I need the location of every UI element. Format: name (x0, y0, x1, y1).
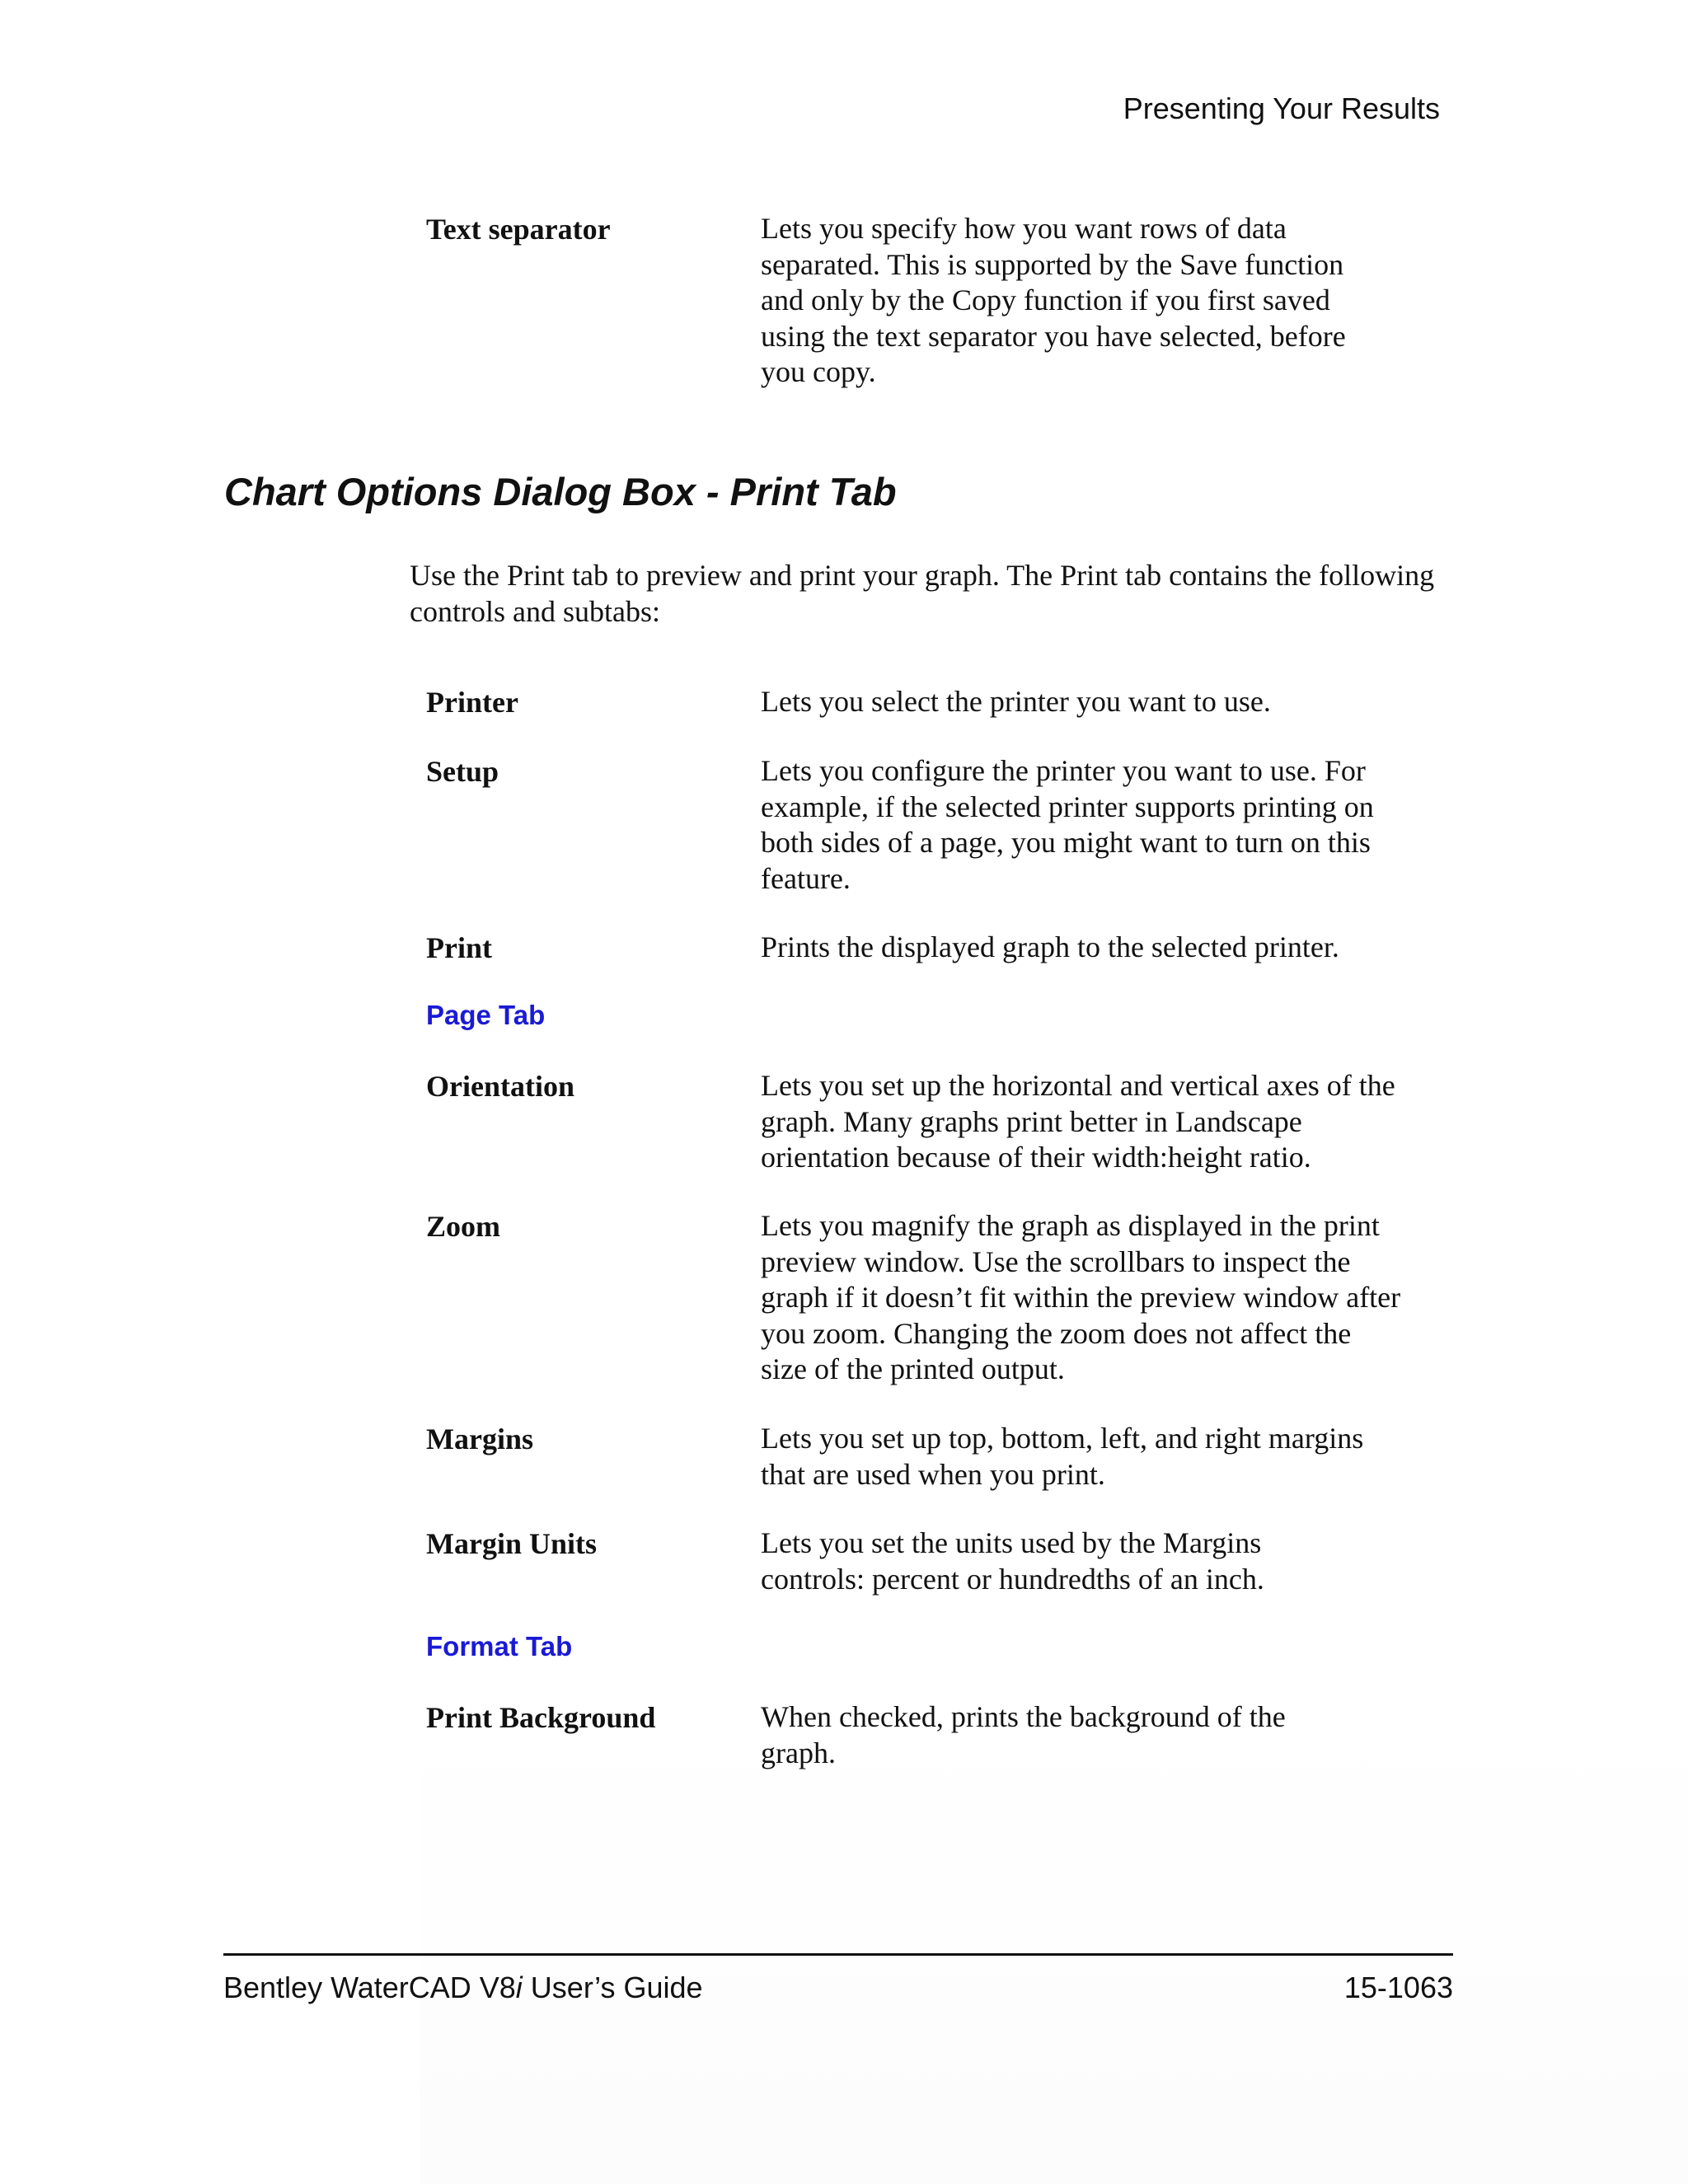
footer-page-number: 15-1063 (1343, 1971, 1453, 2004)
footer-guide-suffix: User’s Guide (522, 1971, 703, 2004)
term-text-separator: Text separator (426, 213, 611, 246)
term-zoom: Zoom (426, 1210, 500, 1243)
term-margin-units: Margin Units (426, 1527, 597, 1560)
desc-orientation: Lets you set up the horizontal and vertical axes of the graph. Many graphs print better in Landscape orientation because of their width:height ratio. (761, 1069, 1395, 1174)
desc-margins: Lets you set up top, bottom, left, and right margins that are used when you print. (761, 1422, 1364, 1491)
desc-text-separator: Lets you specify how you want rows of data separated. This is supported by the Save function and only by the Copy function if you first saved using the text separator you have selected, before you copy. (761, 212, 1346, 388)
desc-setup: Lets you configure the printer you want to use. For example, if the selected printer supports printing on both sides of a page, you might want to turn on this feature. (761, 754, 1374, 895)
running-header: Presenting Your Results (1123, 91, 1440, 125)
desc-printer: Lets you select the printer you want to use. (761, 685, 1271, 718)
intro-paragraph: Use the Print tab to preview and print your graph. The Print tab contains the following controls and subtabs: (410, 559, 1435, 628)
page-tab-heading: Page Tab (426, 1000, 546, 1030)
desc-print-background: When checked, prints the background of the graph. (761, 1700, 1286, 1769)
term-printer: Printer (426, 686, 518, 719)
format-tab-heading: Format Tab (426, 1631, 573, 1661)
footer-guide-italic: i (515, 1971, 523, 2004)
term-print-background: Print Background (426, 1701, 656, 1734)
desc-zoom: Lets you magnify the graph as displayed in the print preview window. Use the scrollbars to inspect the graph if it doesn’t fit within the preview window after you zoom. Changing the zoom does not affect the size of the printed output. (761, 1209, 1401, 1385)
footer-guide-title (223, 1970, 703, 2006)
desc-margin-units: Lets you set the units used by the Margins controls: percent or hundredths of an inch. (761, 1526, 1264, 1596)
footer-rule (223, 1953, 1453, 1956)
desc-print: Prints the displayed graph to the selected printer. (761, 930, 1339, 963)
term-margins: Margins (426, 1422, 533, 1455)
section-title: Chart Options Dialog Box - Print Tab (224, 470, 897, 513)
term-print: Print (426, 931, 492, 964)
term-setup: Setup (426, 755, 499, 788)
page-background (420, 1714, 1688, 2184)
term-orientation: Orientation (426, 1070, 574, 1103)
footer-guide-prefix: Bentley WaterCAD V8 (223, 1971, 516, 2004)
